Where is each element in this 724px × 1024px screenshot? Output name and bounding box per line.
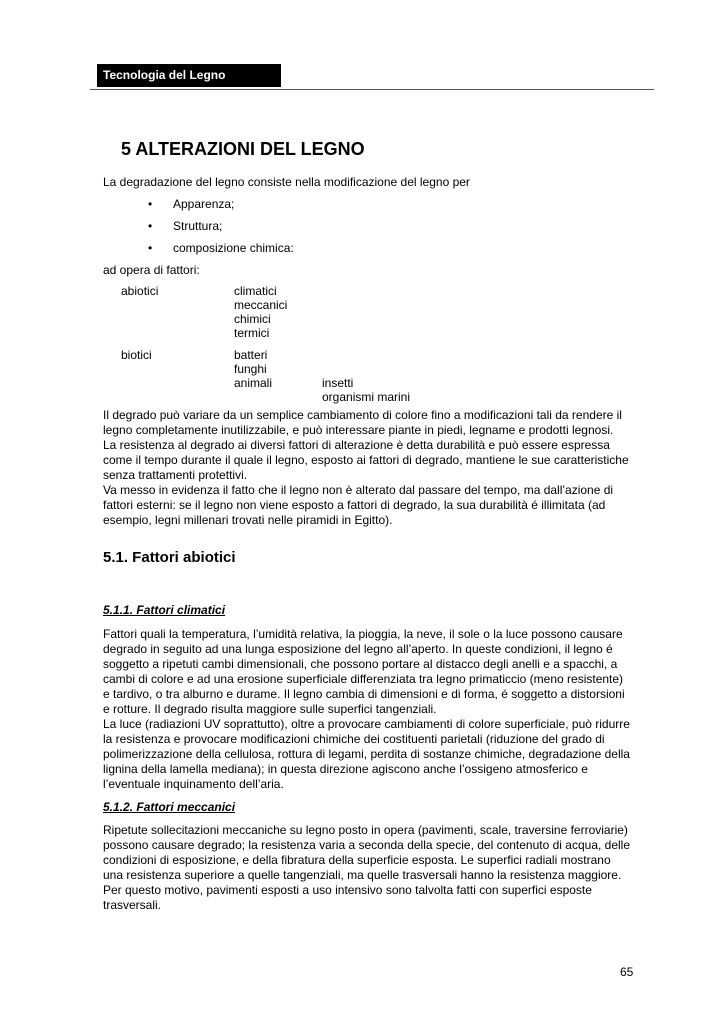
paragraph-degrado [103, 408, 638, 528]
text-line: condizioni di esposizione, e della fibratura della superficie esposta. Le superfici radiali mostrano [103, 853, 611, 867]
bullet-icon: • [148, 219, 153, 233]
text-line: lignina della lamella mediana); in questa direzione agiscono anche l’ossigeno atmosferico e [103, 762, 588, 776]
abiotic-item: chimici [234, 312, 271, 326]
chapter-title: 5 ALTERAZIONI DEL LEGNO [121, 139, 365, 159]
biotic-item: animali [234, 376, 273, 390]
abiotic-label: abiotici [121, 284, 159, 298]
text-line: possono causare degrado; la resistenza varia a seconda della specie, del contenuto di acqua, delle [103, 838, 631, 852]
text-line: Va messo in evidenza il fatto che il legno non è alterato dal passare del tempo, ma dall’azione di [103, 483, 614, 497]
text-line: esempio, legni millenari trovati nelle piramidi in Egitto). [103, 513, 393, 527]
abiotic-item: climatici [234, 284, 277, 298]
text-line: degrado in seguito ad una lunga esposizione del legno all’aperto. In queste condizioni, il legno é [103, 642, 613, 656]
section-heading-5-1: 5.1. Fattori abiotici [103, 549, 236, 566]
text-line: Ripetute sollecitazioni meccaniche su legno posto in opera (pavimenti, scale, traversine ferroviarie) [103, 823, 628, 837]
text-line: fattori esterni: se il legno non viene esposto a fattori di degrado, la sua durabilità é illimitata (ad [103, 498, 606, 512]
animal-item: organismi marini [322, 390, 411, 404]
paragraph-meccanici [103, 823, 638, 913]
header-label: Tecnologia del Legno [97, 64, 281, 87]
factors-intro: ad opera di fattori: [103, 263, 200, 277]
bullet-item: Apparenza; [173, 197, 235, 211]
text-line: polimerizzazione della cellulosa, rottura di legami, perdita di sostanze chimiche, degradazione della [103, 747, 630, 761]
text-line: La luce (radiazioni UV soprattutto), oltre a provocare cambiamenti di colore superficiale, può ridurre [103, 717, 630, 731]
bullet-icon: • [148, 241, 153, 255]
abiotic-item: termici [234, 326, 270, 340]
text-line: legno completamente inutilizzabile, e può interessare piante in piedi, legname e prodotti legnosi. [103, 423, 614, 437]
bullet-item: composizione chimica: [173, 241, 294, 255]
text-line: una resistenza superiore a quelle tangenziali, ma quelle trasversali hanno la resistenza maggiore. [103, 868, 622, 882]
bullet-item: Struttura; [173, 219, 223, 233]
text-line: come il tempo durante il quale il legno, esposto ai fattori di degrado, mantiene le sue caratteristiche [103, 453, 629, 467]
text-line: soggetto a ripetuti cambi dimensionali, che possono portare al distacco degli anelli e a spacchi, a [103, 657, 618, 671]
text-line: La resistenza al degrado ai diversi fattori di alterazione è detta durabilità e può essere espressa [103, 438, 610, 452]
header-rule [90, 89, 654, 90]
text-line: Il degrado può variare da un semplice cambiamento di colore fino a modificazioni tali da rendere il [103, 408, 622, 422]
biotic-label: biotici [121, 348, 152, 362]
abiotic-item: meccanici [234, 298, 288, 312]
text-line: Per questo motivo, pavimenti esposti a uso intensivo sono talvolta fatti con superfici esposte [103, 883, 592, 897]
animal-item: insetti [322, 376, 354, 390]
text-line: trasversali. [103, 898, 162, 912]
text-line: e tardivo, o tra alburno e durame. Il legno cambia di dimensioni e di forma, é soggetto a distorsioni [103, 687, 625, 701]
text-line: cambi di colore e ad una erosione superficiale differenziata tra legno primaticcio (meno resistente) [103, 672, 624, 686]
text-line: la resistenza e provocare modificazioni chimiche dei costituenti parietali (riduzione del grado di [103, 732, 605, 746]
section-heading-5-1-2: 5.1.2. Fattori meccanici [103, 800, 236, 814]
paragraph-climatici [103, 627, 638, 792]
text-line: Fattori quali la temperatura, l’umidità relativa, la pioggia, la neve, il sole o la luce possono causare [103, 627, 623, 641]
biotic-item: batteri [234, 348, 268, 362]
biotic-item: funghi [234, 362, 267, 376]
bullet-icon: • [148, 197, 153, 211]
text-line: e rotture. Il degrado risulta maggiore sulle superfici tangenziali. [103, 702, 437, 716]
text-line: l’eventuale inquinamento dell’aria. [103, 777, 284, 791]
page-number: 65 [620, 965, 634, 979]
intro-text: La degradazione del legno consiste nella modificazione del legno per [103, 175, 470, 189]
text-line: senza trattamenti protettivi. [103, 468, 248, 482]
section-heading-5-1-1: 5.1.1. Fattori climatici [103, 603, 226, 617]
